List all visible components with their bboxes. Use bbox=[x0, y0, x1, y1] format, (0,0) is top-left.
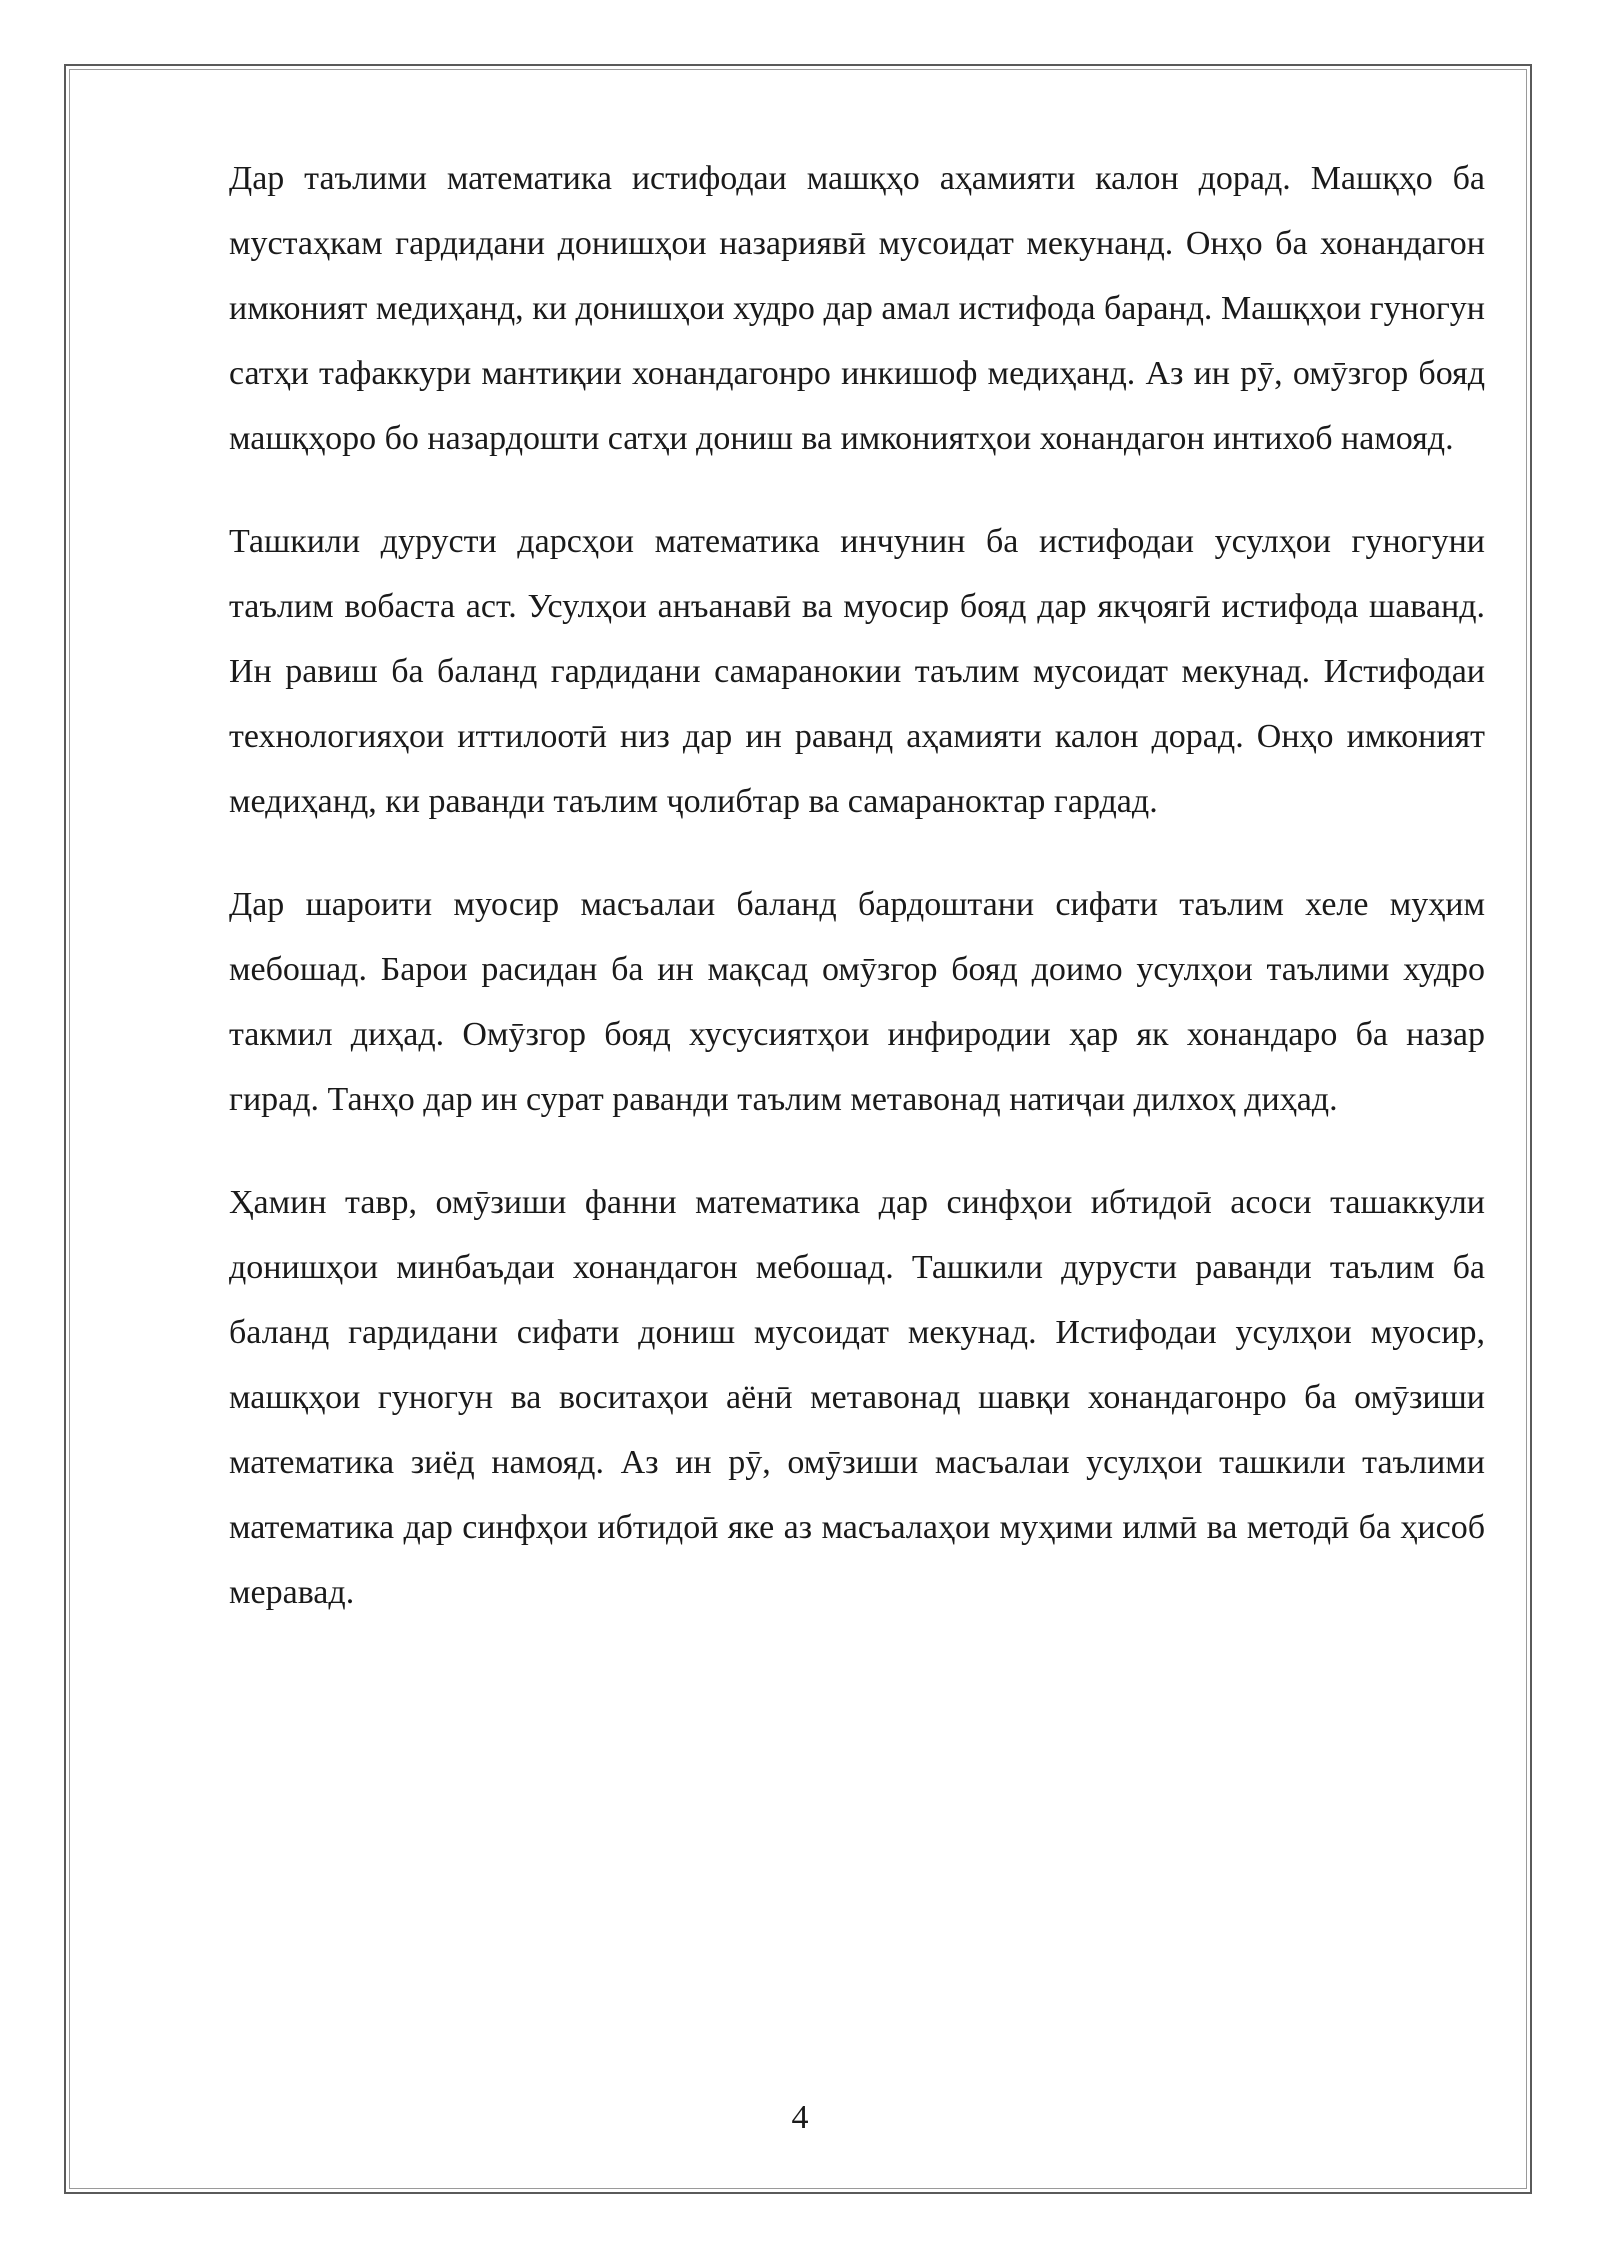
paragraph-4: Ҳамин тавр, омӯзиши фанни математика дар синфҳои ибтидоӣ асоси ташаккули донишҳои минбаъдаи хонандагон мебошад. Ташкили дурусти раванди таълим ба баланд гардидани сифати дониш мусоидат мекунад. Истифодаи усулҳои муосир, машқҳои гуногун ва воситаҳои аёнӣ метавонад шавқи хонандагонро ба омӯзиши математика зиёд намояд. Аз ин рӯ, омӯзиши масъалаи усулҳои ташкили таълими математика дар синфҳои ибтидоӣ яке аз масъалаҳои муҳими илмӣ ва методӣ ба ҳисоб меравад. bbox=[229, 1184, 1485, 1611]
page-number: 4 bbox=[791, 2099, 809, 2136]
paragraph-2: Ташкили дурусти дарсҳои математика инчунин ба истифодаи усулҳои гуногуни таълим вобаста аст. Усулҳои анъанавӣ ва муосир бояд дар якҷоягӣ истифода шаванд. Ин равиш ба баланд гардидани самаранокии таълим мусоидат мекунад. Истифодаи технологияҳои иттилоотӣ низ дар ин раванд аҳамияти калон дорад. Онҳо имконият медиҳанд, ки раванди таълим ҷолибтар ва самараноктар гардад. bbox=[229, 523, 1485, 820]
paragraph-1: Дар таълими математика истифодаи машқҳо аҳамияти калон дорад. Машқҳо ба мустаҳкам гардидани донишҳои назариявӣ мусоидат мекунанд. Онҳо ба хонандагон имконият медиҳанд, ки донишҳои худро дар амал истифода баранд. Машқҳои гуногун сатҳи тафаккури мантиқии хонандагонро инкишоф медиҳанд. Аз ин рӯ, омӯзгор бояд машқҳоро бо назардошти сатҳи дониш ва имкониятҳои хонандагон интихоб намояд. bbox=[229, 160, 1485, 457]
paragraph-3: Дар шароити муосир масъалаи баланд бардоштани сифати таълим хеле муҳим мебошад. Барои расидан ба ин мақсад омӯзгор бояд доимо усулҳои таълими худро такмил диҳад. Омӯзгор бояд хусусиятҳои инфиродии ҳар як хонандаро ба назар гирад. Танҳо дар ин сурат раванди таълим метавонад натиҷаи дилхоҳ диҳад. bbox=[229, 886, 1485, 1118]
document-body bbox=[229, 146, 1485, 1663]
